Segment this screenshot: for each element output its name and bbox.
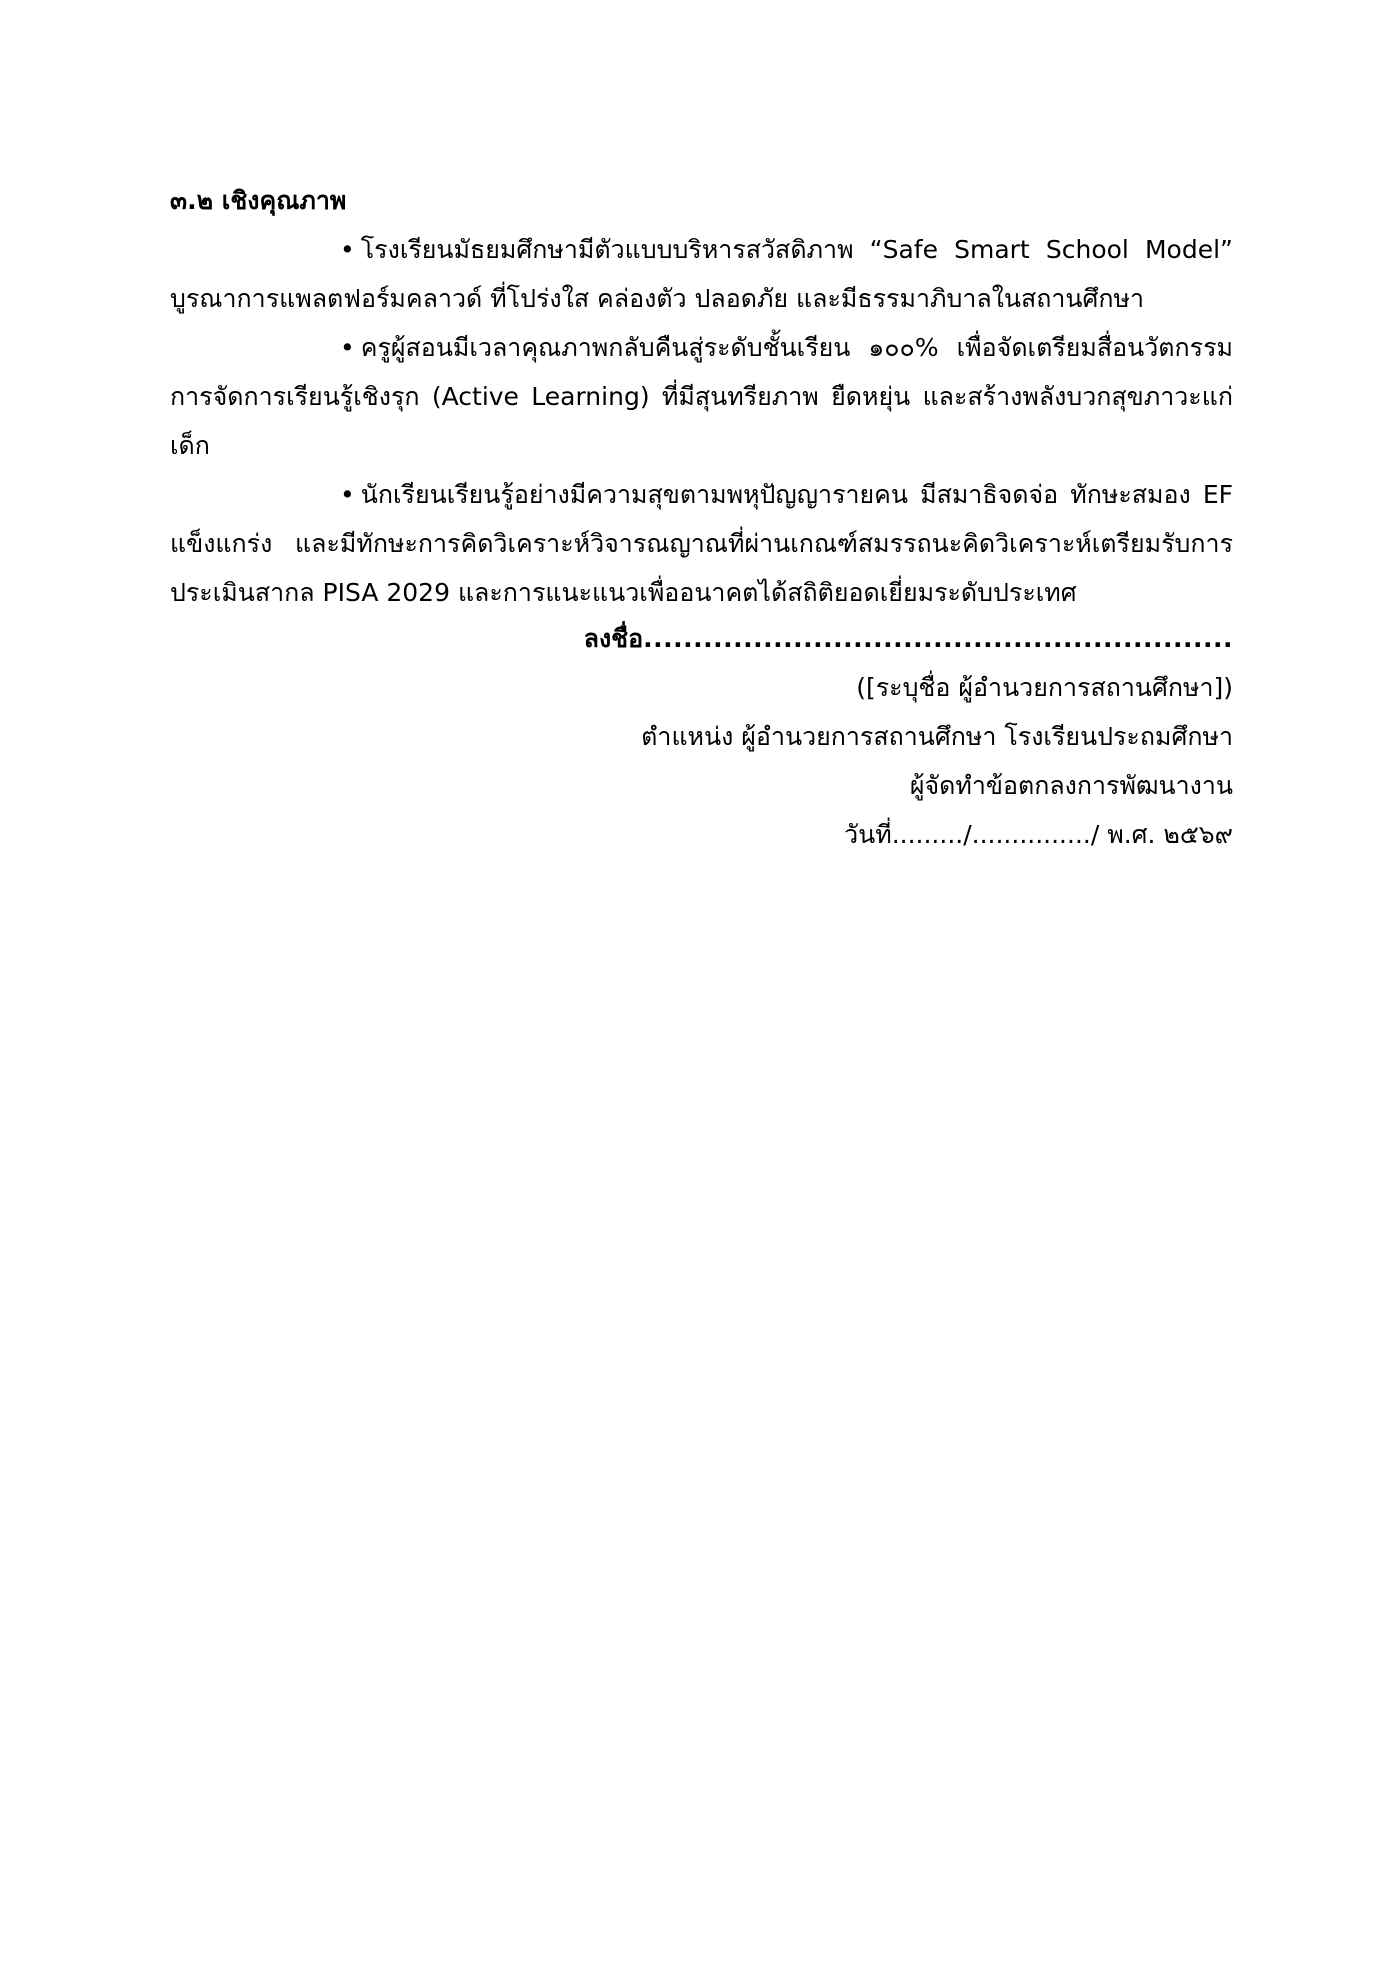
bullet-icon: • [340, 333, 355, 362]
signer-name-placeholder: ([ระบุชื่อ ผู้อำนวยการสถานศึกษา]) [856, 673, 1233, 702]
quality-section [170, 176, 1233, 617]
sign-dotted-line: ........................................................... [643, 624, 1233, 653]
signature-date: วันที่........./.............../ พ.ศ. ๒๕๖๙ [844, 820, 1233, 849]
bullet-item [170, 225, 1233, 323]
sign-line [533, 614, 1233, 663]
signer-position: ตำแหน่ง ผู้อำนวยการสถานศึกษา โรงเรียนประถมศึกษา [641, 722, 1233, 751]
bullet-item [170, 470, 1233, 617]
bullet-text: โรงเรียนมัธยมศึกษามีตัวแบบบริหารสวัสดิภาพ “Safe Smart School Model” บูรณาการแพลตฟอร์มคลาวด์ ที่โปร่งใส คล่องตัว ปลอดภัย และมีธรรมาภิบาลในสถานศึกษา [170, 235, 1233, 313]
bullet-text: นักเรียนเรียนรู้อย่างมีความสุขตามพหุปัญญารายคน มีสมาธิจดจ่อ ทักษะสมอง EF แข็งแกร่ง และมีทักษะการคิดวิเคราะห์วิจารณญาณที่ผ่านเกณฑ์สมรรถนะคิดวิเคราะห์เตรียมรับการประเมินสากล PISA 2029 และการแนะแนวเพื่ออนาคตได้สถิติยอดเยี่ยมระดับประเทศ [170, 480, 1233, 607]
bullet-icon: • [340, 480, 355, 509]
signature-block [533, 614, 1233, 859]
bullet-icon: • [340, 235, 355, 264]
section-heading: ๓.๒ เชิงคุณภาพ [170, 186, 347, 215]
sign-label: ลงชื่อ [583, 624, 644, 653]
signer-role: ผู้จัดทำข้อตกลงการพัฒนางาน [909, 771, 1233, 800]
bullet-text: ครูผู้สอนมีเวลาคุณภาพกลับคืนสู่ระดับชั้นเรียน ๑๐๐% เพื่อจัดเตรียมสื่อนวัตกรรมการจัดการเรียนรู้เชิงรุก (Active Learning) ที่มีสุนทรียภาพ ยืดหยุ่น และสร้างพลังบวกสุขภาวะแก่เด็ก [170, 333, 1233, 460]
bullet-item [170, 323, 1233, 470]
